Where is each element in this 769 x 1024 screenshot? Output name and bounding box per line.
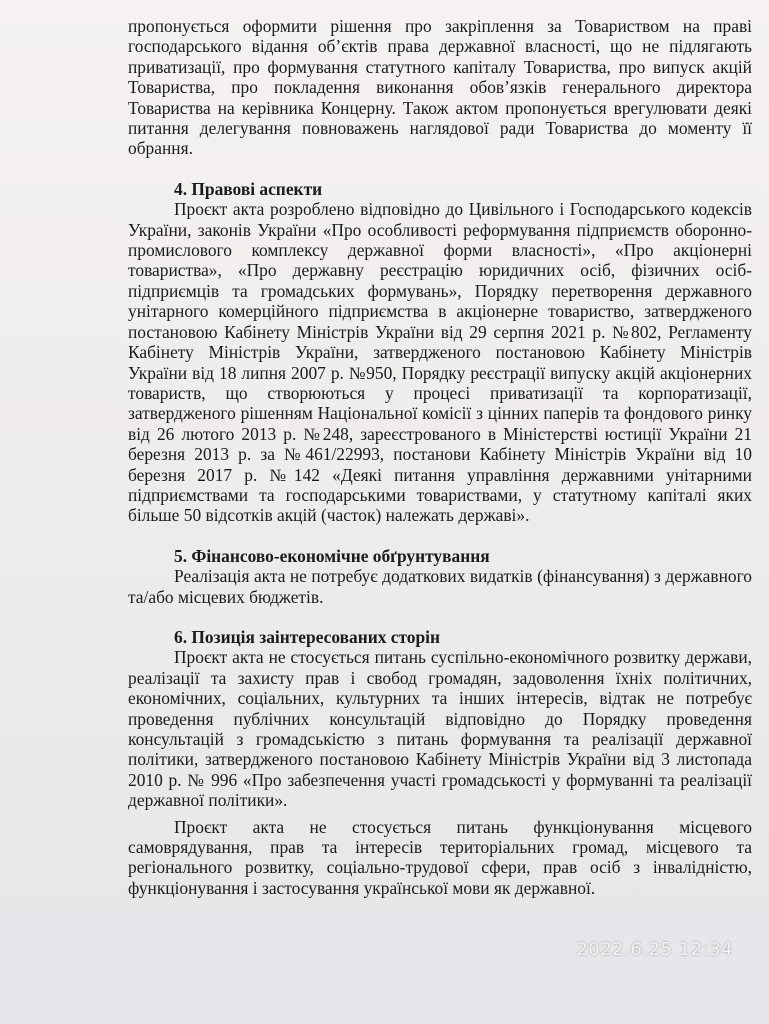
- section-4-paragraph: Проєкт акта розроблено відповідно до Цивільного і Господарського кодексів України, законів України «Про особливості реформування підприємств оборонно-промислового комплексу державної форми власності», «Про акціонерні товариства», «Про державну реєстрацію юридичних осіб, фізичних осіб-підприємців та громадських формувань», Порядку перетворення державного унітарного комерційного підприємства в акціонерне товариство, затвердженого постановою Кабінету Міністрів України від 29 серпня 2021 р. №802, Регламенту Кабінету Міністрів України, затвердженого постановою Кабінету Міністрів України від 18 липня 2007 р. №950, Порядку реєстрації випуску акцій акціонерних товариств, що створюються у процесі приватизації та корпоратизації, затвердженого рішенням Національної комісії з цінних паперів та фондового ринку від 26 лютого 2013 р. №248, зареєстрованого в Міністерстві юстиції України 21 березня 2013 р. за №461/22993, постанови Кабінету Міністрів України від 10 березня 2017 р. №142 «Деякі питання управління державними унітарними підприємствами та господарськими товариствами, у статутному капіталі яких більше 50 відсотків акцій (часток) належать державі».: [128, 199, 752, 526]
- section-4-heading: 4. Правові аспекти: [174, 178, 323, 199]
- photo-timestamp: 2022.6.25 12:34: [576, 939, 733, 960]
- intro-paragraph: пропонується оформити рішення про закріплення за Товариством на праві господарського відання об’єктів права державної власності, що не підлягають приватизації, про формування статутного капіталу Товариства, про випуск акцій Товариства, про покладення виконання обов’язків генерального директора Товариства на керівника Концерну. Також актом пропонується врегулювати деякі питання делегування повноважень наглядової ради Товариства до моменту її обрання.: [128, 16, 752, 159]
- section-6-paragraph-2: Проєкт акта не стосується питань функціонування місцевого самоврядування, прав та інтересів територіальних громад, місцевого та регіонального розвитку, соціально-трудової сфери, прав осіб з інвалідністю, функціонування і застосування української мови як державної.: [128, 816, 752, 898]
- section-6-heading: 6. Позиція заінтересованих сторін: [174, 626, 441, 647]
- section-5-paragraph: Реалізація акта не потребує додаткових видатків (фінансування) з державного та/або місцевих бюджетів.: [128, 566, 752, 607]
- section-5-heading: 5. Фінансово-економічне обґрунтування: [174, 545, 490, 566]
- section-6-paragraph-1: Проєкт акта не стосується питань суспільно-економічного розвитку держави, реалізації та захисту прав і свобод громадян, задоволення їхніх політичних, економічних, соціальних, культурних та інших інтересів, відтак не потребує проведення публічних консультацій відповідно до Порядку проведення консультацій з громадськістю з питань формування та реалізації державної політики, затвердженого постановою Кабінету Міністрів України від 3 листопада 2010 р. № 996 «Про забезпечення участі громадськості у формуванні та реалізації державної політики».: [128, 647, 752, 811]
- document-page: [128, 16, 752, 898]
